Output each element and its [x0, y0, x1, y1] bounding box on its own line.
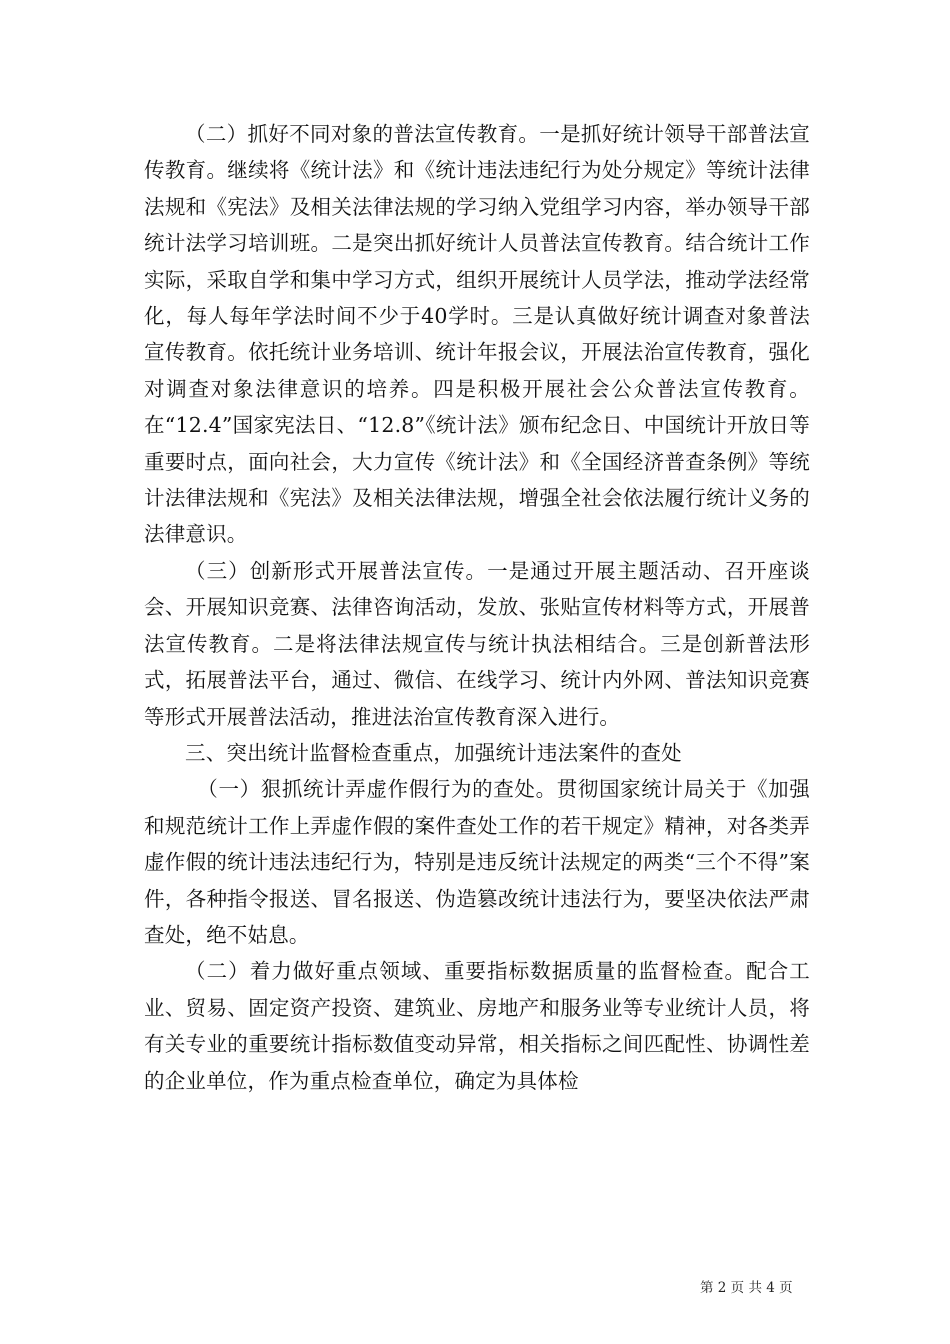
page-number-footer: 第 2 页 共 4 页	[700, 1280, 793, 1296]
document-body	[144, 116, 810, 1099]
paragraph-law-education-targets: （二）抓好不同对象的普法宣传教育。一是抓好统计领导干部普法宣传教育。继续将《统计法》和《统计违法违纪行为处分规定》等统计法律法规和《宪法》及相关法律法规的学习纳入党组学习内容，举办领导干部统计法学习培训班。二是突出抓好统计人员普法宣传教育。结合统计工作实际，采取自学和集中学习方式，组织开展统计人员学法，推动学法经常化，每人每年学法时间不少于40学时。三是认真做好统计调查对象普法宣传教育。依托统计业务培训、统计年报会议，开展法治宣传教育，强化对调查对象法律意识的培养。四是积极开展社会公众普法宣传教育。在“12.4”国家宪法日、“12.8”《统计法》颁布纪念日、中国统计开放日等重要时点，面向社会，大力宣传《统计法》和《全国经济普查条例》等统计法律法规和《宪法》及相关法律法规，增强全社会依法履行统计义务的法律意识。	[144, 122, 810, 547]
section-heading-supervision: 三、突出统计监督检查重点，加强统计违法案件的查处	[185, 740, 682, 765]
paragraph-data-quality-inspection: （二）着力做好重点领域、重要指标数据质量的监督检查。配合工业、贸易、固定资产投资、建筑业、房地产和服务业等专业统计人员，将有关专业的重要统计指标数值变动异常，相关指标之间匹配性、协调性差的企业单位，作为重点检查单位，确定为具体检	[144, 959, 810, 1093]
paragraph-fraud-investigation: （一）狠抓统计弄虚作假行为的查处。贯彻国家统计局关于《加强和规范统计工作上弄虚作假的案件查处工作的若干规定》精神，对各类弄虚作假的统计违法违纪行为，特别是违反统计法规定的两类“三个不得”案件，各种指令报送、冒名报送、伪造篡改统计违法行为，要坚决依法严肃查处，绝不姑息。	[144, 777, 810, 947]
paragraph-innovative-forms: （三）创新形式开展普法宣传。一是通过开展主题活动、召开座谈会、开展知识竞赛、法律咨询活动，发放、张贴宣传材料等方式，开展普法宣传教育。二是将法律法规宣传与统计执法相结合。三是创新普法形式，拓展普法平台，通过、微信、在线学习、统计内外网、普法知识竞赛等形式开展普法活动，推进法治宣传教育深入进行。	[144, 558, 810, 729]
